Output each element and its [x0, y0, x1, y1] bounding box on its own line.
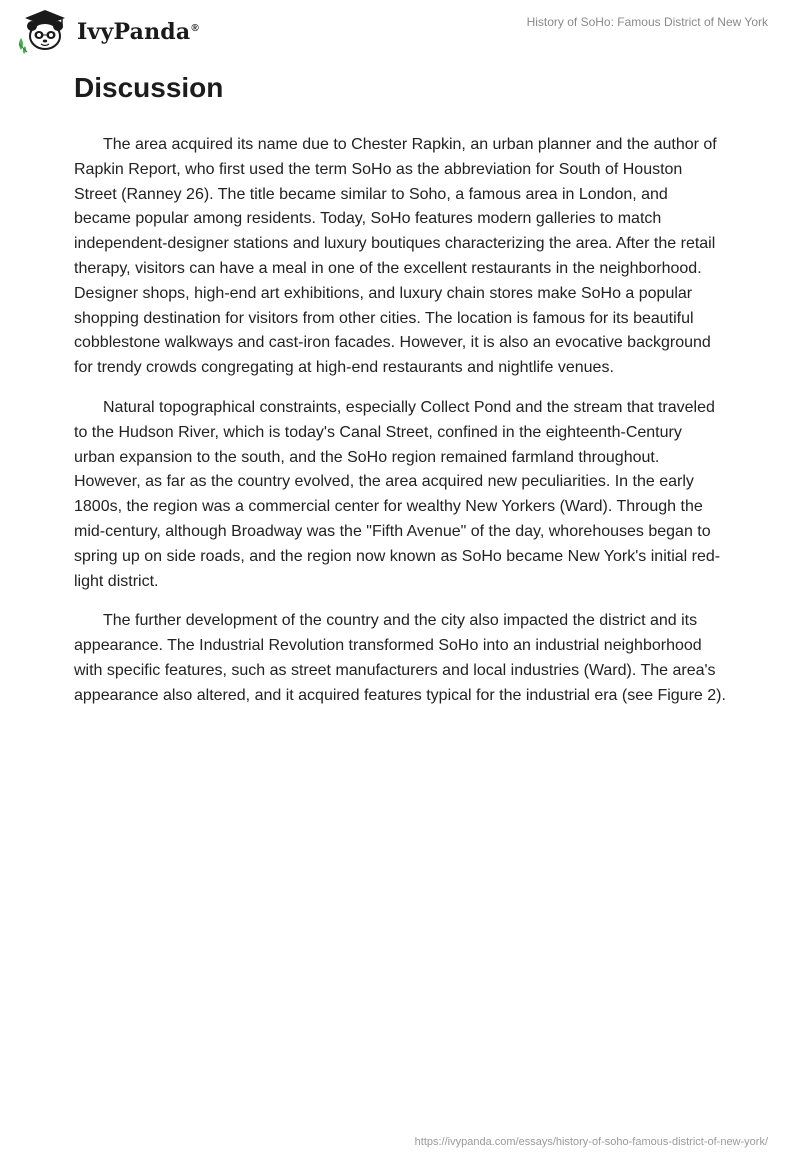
- section-heading: Discussion: [74, 72, 224, 103]
- brand-logo[interactable]: [15, 8, 199, 54]
- brand-name: [77, 19, 199, 45]
- source-url[interactable]: https://ivypanda.com/essays/history-of-soho-famous-district-of-new-york/: [414, 1136, 768, 1148]
- brand-name-text: IvyPanda: [77, 19, 191, 45]
- panda-graduate-icon: [15, 8, 71, 54]
- paragraph: The area acquired its name due to Chester Rapkin, an urban planner and the author of Rapkin Report, who first used the term SoHo as the abbreviation for South of Houston Street (Ranney 26). The title became similar to Soho, a famous area in London, and became popular among residents. Today, SoHo features modern galleries to match independent-designer stations and luxury boutiques characterizing the area. After the retail therapy, visitors can have a meal in one of the excellent restaurants in the neighborhood. Designer shops, high-end art exhibitions, and luxury chain stores make SoHo a popular shopping destination for visitors from other cities. The location is famous for its beautiful cobblestone walkways and cast-iron facades. However, it is also an evocative background for trendy crowds congregating at high-end restaurants and nightlife venues.: [74, 136, 717, 377]
- document-title: History of SoHo: Famous District of New York: [526, 15, 768, 29]
- article-body: [74, 133, 726, 724]
- page-header: [0, 0, 800, 60]
- paragraph: Natural topographical constraints, especially Collect Pond and the stream that traveled to the Hudson River, which is today's Canal Street, confined in the eighteenth-Century urban expansion to the south, and the SoHo region remained farmland throughout. However, as far as the country evolved, the area acquired new peculiarities. In the early 1800s, the region was a commercial center for wealthy New Yorkers (Ward). Through the mid-century, although Broadway was the "Fifth Avenue" of the day, whorehouses began to spring up on side roads, and the region now known as SoHo became New York's initial red-light district.: [74, 398, 721, 590]
- registered-mark: ®: [191, 22, 199, 34]
- paragraph: The further development of the country and the city also impacted the district and its appearance. The Industrial Revolution transformed SoHo into an industrial neighborhood with specific features, such as street manufacturers and local industries (Ward). The area's appearance also altered, and it acquired features typical for the industrial era (see Figure 2).: [74, 612, 726, 704]
